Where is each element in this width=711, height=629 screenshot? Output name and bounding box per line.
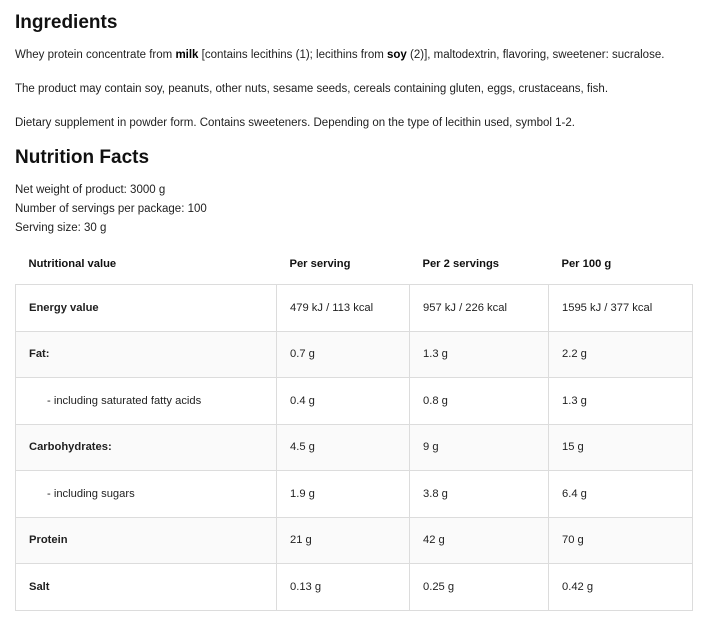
column-header-nutritional-value: Nutritional value <box>28 258 117 270</box>
nutrient-name <box>16 471 277 518</box>
value-per-100g: 2.2 g <box>549 331 693 378</box>
value-per-100g: 70 g <box>549 517 693 564</box>
ingredients-text-1: Whey protein concentrate from <box>15 49 176 61</box>
nutrient-sub-label: - including saturated fatty acids <box>47 394 202 407</box>
allergen-warning: The product may contain soy, peanuts, other nuts, sesame seeds, cereals containing gluten, eggs, crustaceans, fish. <box>15 83 609 95</box>
column-header-per-2-servings: Per 2 servings <box>422 258 499 270</box>
value-per-serving: 1.9 g <box>277 471 410 518</box>
table-row-energy <box>16 285 693 332</box>
nutrient-name: Carbohydrates: <box>16 424 277 471</box>
net-weight: Net weight of product: 3000 g <box>15 184 166 196</box>
column-header-per-100g: Per 100 g <box>561 258 612 270</box>
ingredients-heading: Ingredients <box>15 12 118 33</box>
table-row-carbohydrates <box>16 424 693 471</box>
value-per-100g: 0.42 g <box>549 564 693 611</box>
value-per-2-servings: 957 kJ / 226 kcal <box>410 285 549 332</box>
supplement-note: Dietary supplement in powder form. Contains sweeteners. Depending on the type of lecithin used, symbol 1-2. <box>15 117 575 129</box>
value-per-100g: 1595 kJ / 377 kcal <box>549 285 693 332</box>
nutrient-name <box>16 378 277 425</box>
nutrient-name: Salt <box>16 564 277 611</box>
allergen-milk: milk <box>175 49 199 61</box>
nutrition-table-header <box>16 244 693 285</box>
value-per-100g: 15 g <box>549 424 693 471</box>
ingredients-text-3: (2)], maltodextrin, flavoring, sweetener: sucralose. <box>406 49 665 61</box>
nutrient-name: Protein <box>16 517 277 564</box>
value-per-serving: 0.13 g <box>277 564 410 611</box>
value-per-serving: 0.4 g <box>277 378 410 425</box>
value-per-2-servings: 0.8 g <box>410 378 549 425</box>
ingredients-text-2: [contains lecithins (1); lecithins from <box>198 49 387 61</box>
ingredients-list <box>15 49 664 61</box>
value-per-serving: 479 kJ / 113 kcal <box>277 285 410 332</box>
allergen-soy: soy <box>387 49 407 61</box>
value-per-2-servings: 1.3 g <box>410 331 549 378</box>
column-header-per-serving: Per serving <box>289 258 351 270</box>
value-per-2-servings: 0.25 g <box>410 564 549 611</box>
table-row-fat <box>16 331 693 378</box>
nutrient-sub-label: - including sugars <box>47 487 135 500</box>
value-per-2-servings: 9 g <box>410 424 549 471</box>
nutrition-facts-heading: Nutrition Facts <box>15 147 150 168</box>
value-per-100g: 6.4 g <box>549 471 693 518</box>
servings-per-package: Number of servings per package: 100 <box>15 203 207 215</box>
nutrient-name: Fat: <box>16 331 277 378</box>
nutrient-name: Energy value <box>16 285 277 332</box>
value-per-serving: 4.5 g <box>277 424 410 471</box>
value-per-2-servings: 42 g <box>410 517 549 564</box>
value-per-serving: 0.7 g <box>277 331 410 378</box>
value-per-2-servings: 3.8 g <box>410 471 549 518</box>
value-per-serving: 21 g <box>277 517 410 564</box>
table-row-salt <box>16 564 693 611</box>
serving-size: Serving size: 30 g <box>15 222 107 234</box>
nutrition-table <box>15 244 693 611</box>
value-per-100g: 1.3 g <box>549 378 693 425</box>
table-row-saturated-fat <box>16 378 693 425</box>
table-row-protein <box>16 517 693 564</box>
table-row-sugars <box>16 471 693 518</box>
